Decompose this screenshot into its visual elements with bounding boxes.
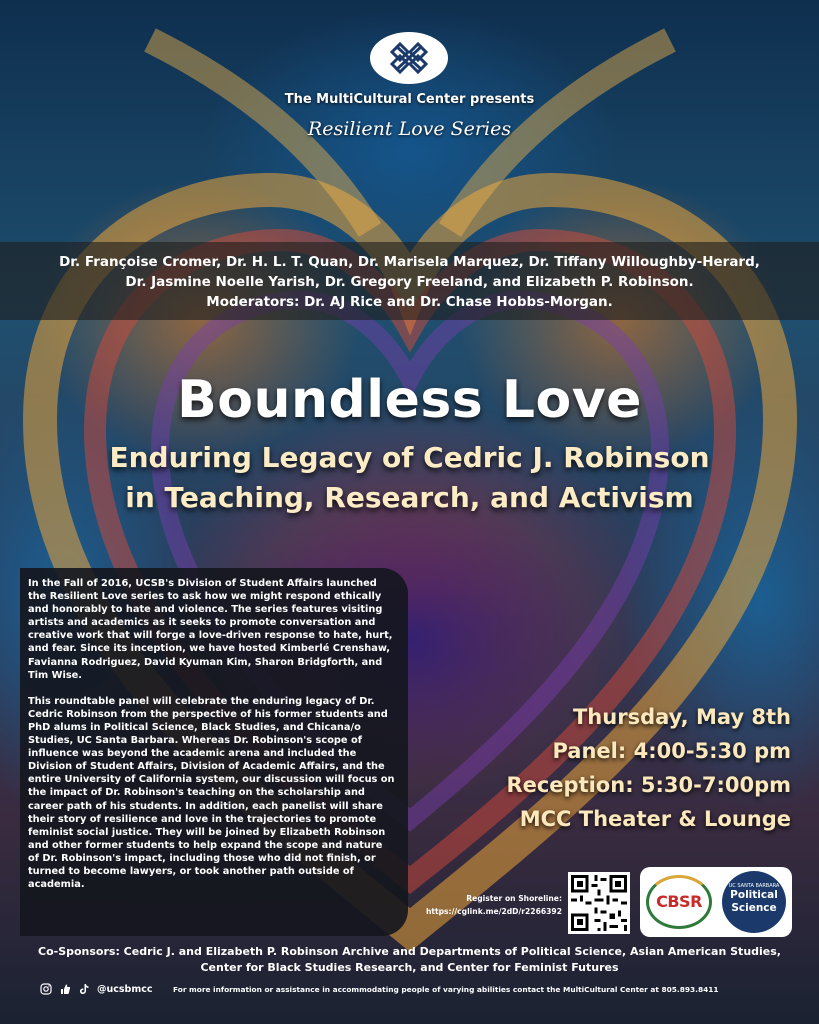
polisci-line-2: Science xyxy=(731,902,777,914)
social-handle[interactable]: @ucsbmcc xyxy=(97,983,153,995)
event-reception-time: Reception: 5:30-7:00pm xyxy=(506,773,791,797)
cbsr-logo-text: CBSR xyxy=(656,892,702,911)
political-science-logo xyxy=(722,871,786,933)
tiktok-icon[interactable] xyxy=(78,983,90,995)
qr-code[interactable] xyxy=(568,872,630,934)
sponsor-logos xyxy=(640,867,792,937)
event-panel-time: Panel: 4:00-5:30 pm xyxy=(552,739,791,763)
event-venue: MCC Theater & Lounge xyxy=(519,807,791,831)
event-title: Boundless Love xyxy=(177,370,642,430)
social-links xyxy=(40,983,153,995)
subtitle-line-2: in Teaching, Research, and Activism xyxy=(125,481,694,514)
register-url[interactable]: https://cglink.me/2dD/r2266392 xyxy=(425,907,562,916)
presenter-line: The MultiCultural Center presents xyxy=(284,92,535,107)
event-subtitle xyxy=(0,438,819,518)
panelists-band xyxy=(0,242,819,320)
co-sponsors-line-2: Center for Black Studies Research, and Center for Feminist Futures xyxy=(200,961,619,974)
facebook-thumb-icon[interactable] xyxy=(59,983,71,995)
registration-info xyxy=(410,892,562,918)
panelists-line-1: Dr. Françoise Cromer, Dr. H. L. T. Quan, Dr. Marisela Marquez, Dr. Tiffany Willoughby-Herard, xyxy=(59,254,760,270)
subtitle-line-1: Enduring Legacy of Cedric J. Robinson xyxy=(109,441,710,474)
cbsr-logo xyxy=(646,875,712,929)
register-label: Register on Shoreline: xyxy=(466,894,562,903)
polisci-line-1: Political xyxy=(730,889,778,901)
description-paragraph-2: This roundtable panel will celebrate the enduring legacy of Dr. Cedric Robinson from the perspective of his former students and PhD alums in Political Science, Black Studies, and Chicana/o Studies, UC Santa Barbara. Whereas Dr. Robinson's scope of influence was beyond the academic arena and included the Division of Student Affairs, Division of Academic Affairs, and the entire University of California system, our discussion will focus on the impact of Dr. Robinson's teaching on the scholarship and career path of his students. In addition, each panelist will share their story of resilience and love in the trajectories to promote feminist social justice. They will be joined by Elizabeth Robinson and other former students to help expand the scope and nature of Dr. Robinson's impact, including those who did not finish, or turned to become lawyers, or took another path outside of academia. xyxy=(28,695,395,891)
event-details xyxy=(431,700,791,836)
instagram-icon[interactable] xyxy=(40,983,52,995)
co-sponsors xyxy=(0,944,819,976)
knot-logo-icon xyxy=(368,30,450,86)
accessibility-info: For more information or assistance in accommodating people of varying abilities contact the MultiCultural Center at 805.893.8411 xyxy=(173,985,719,994)
footer xyxy=(40,983,800,997)
polisci-uc-text: UC SANTA BARBARA xyxy=(728,883,780,889)
series-name: Resilient Love Series xyxy=(307,118,512,140)
description-box xyxy=(20,568,408,936)
event-date: Thursday, May 8th xyxy=(572,705,791,729)
moderators-line: Moderators: Dr. AJ Rice and Dr. Chase Hobbs-Morgan. xyxy=(206,294,613,310)
description-paragraph-1: In the Fall of 2016, UCSB's Division of Student Affairs launched the Resilient Love series to ask how we might respond ethically and honorably to hate and violence. The series features visiting artists and academics as it seeks to promote conversation and creative work that will forge a love-driven response to hate, hurt, and fear. Since its inception, we have hosted Kimberlé Crenshaw, Favianna Rodriguez, David Kyuman Kim, Sharon Bridgforth, and Tim Wise. xyxy=(28,578,393,681)
panelists-line-2: Dr. Jasmine Noelle Yarish, Dr. Gregory Freeland, and Elizabeth P. Robinson. xyxy=(125,274,694,290)
co-sponsors-line-1: Co-Sponsors: Cedric J. and Elizabeth P. Robinson Archive and Departments of Political Science, Asian American Studies, xyxy=(38,945,781,958)
